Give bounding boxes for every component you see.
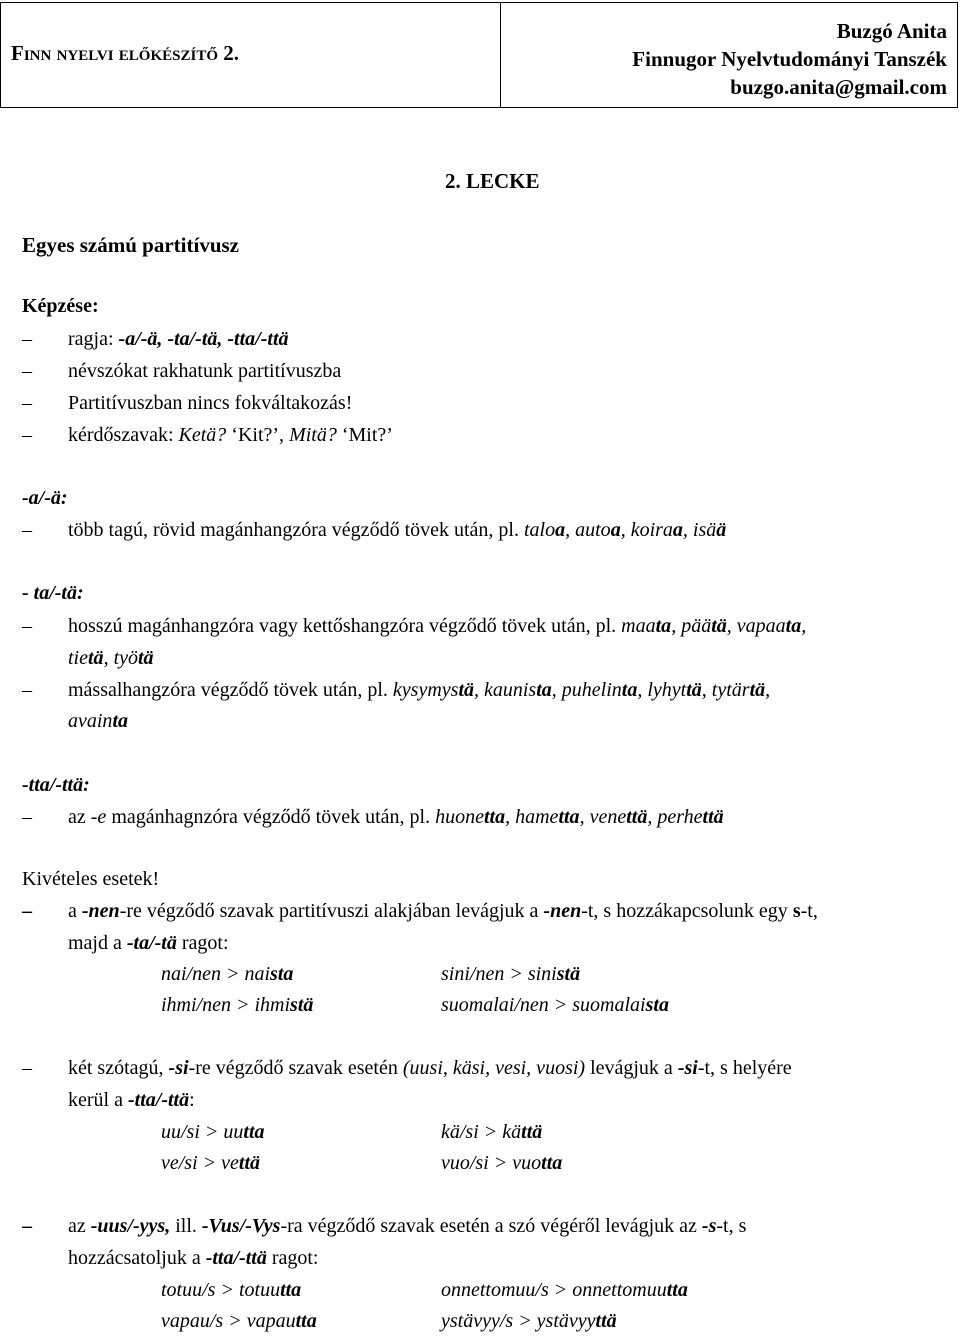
text-segment: levágjuk a: [585, 1057, 678, 1079]
stem-text: , työ: [103, 647, 138, 669]
text-segment: nai/nen > nai: [161, 963, 271, 985]
uus-example: [161, 1277, 301, 1303]
stem-text: ,: [765, 679, 771, 701]
text-segment: tta: [295, 1310, 317, 1332]
suffix-text: tä: [138, 647, 154, 669]
bullet-dash: –: [22, 900, 32, 922]
si-example: [161, 1150, 260, 1176]
stem-text: , vapaa: [726, 615, 786, 637]
suffix-text: ttä: [702, 806, 724, 828]
suffix-text: a: [555, 519, 566, 541]
si-example: [441, 1119, 542, 1145]
text-segment: -si: [677, 1057, 698, 1079]
stem-text: talo: [524, 519, 556, 541]
stem-text: , puhelin: [551, 679, 622, 701]
text-segment: a: [68, 900, 82, 922]
stem-text: huone: [435, 806, 484, 828]
text-segment: s: [792, 900, 801, 922]
bullet-dash: –: [22, 424, 32, 446]
bullet-dash: –: [22, 1215, 32, 1237]
bullet-dash: –: [22, 392, 32, 414]
text-segment: ttä: [521, 1121, 543, 1143]
suffix-text: tä: [88, 647, 104, 669]
suffix-text: ä: [716, 519, 727, 541]
suffix-text: tä: [749, 679, 766, 701]
text-segment: stä: [290, 994, 314, 1016]
header-author-cell: [632, 17, 947, 101]
text-segment: -re végződő szavak partitívuszi alakjában levágjuk a: [119, 900, 544, 922]
text-segment: sta: [645, 994, 669, 1016]
text-segment: majd a: [68, 932, 127, 954]
text-segment: -uus/-yys,: [90, 1215, 171, 1237]
si-rule-cont: [68, 1087, 195, 1113]
stem-text: , lyhyt: [637, 679, 687, 701]
text-segment: vapau/s > vapau: [161, 1310, 296, 1332]
uus-example: [161, 1308, 317, 1334]
nen-example: [441, 992, 669, 1018]
text-segment: tta: [280, 1279, 302, 1301]
bullet-dash: –: [22, 679, 32, 701]
stem-text: , auto: [565, 519, 611, 541]
text-segment: kä/si > kä: [441, 1121, 522, 1143]
text-segment: ystävyy/s > ystävyy: [441, 1310, 596, 1332]
stem-text: , kaunis: [474, 679, 537, 701]
stem-text: , koira: [620, 519, 673, 541]
text-segment: :: [189, 1089, 195, 1111]
uus-rule-cont: [68, 1245, 318, 1271]
course-title: Finn nyelvi előkészítő 2.: [11, 41, 240, 65]
bullet-dash: –: [22, 615, 32, 637]
text-segment: sini/nen > sini: [441, 963, 557, 985]
suffix-text: tta: [558, 806, 580, 828]
page-header: [0, 2, 958, 108]
text-segment: -t, s: [716, 1215, 747, 1237]
bullet-dash: –: [22, 328, 32, 350]
text-segment: ill.: [170, 1215, 202, 1237]
suffix-text: ta: [621, 679, 638, 701]
text-segment: ragot:: [176, 932, 229, 954]
author-email: buzgo.anita@gmail.com: [730, 75, 947, 99]
suffix-text: tta: [483, 806, 506, 828]
stem-text: tie: [68, 647, 88, 669]
stem-text: , isä: [682, 519, 717, 541]
author-name: Buzgó Anita: [836, 19, 947, 43]
text-segment: -t, s hozzákapcsolunk egy: [581, 900, 793, 922]
bullet-dash: –: [22, 519, 32, 541]
header-course-cell: [1, 3, 501, 107]
stem-text: , perhe: [647, 806, 703, 828]
suffix-text: ta: [655, 615, 672, 637]
text-segment: uu/si > uu: [161, 1121, 244, 1143]
text-segment: -Vus/-Vys: [201, 1215, 281, 1237]
ta-tae-heading: - ta/-tä:: [22, 582, 84, 604]
suffix-text: tä: [458, 679, 474, 701]
bullet-dash: –: [22, 806, 32, 828]
section-title: Egyes számú partitívusz: [22, 233, 239, 257]
exceptions-heading: Kivételes esetek!: [22, 868, 160, 890]
text-segment: sta: [270, 963, 294, 985]
text-segment: suomalai/nen > suomalai: [441, 994, 646, 1016]
suffix-text: ta: [785, 615, 802, 637]
text-segment: vuo/si > vuo: [441, 1152, 542, 1174]
si-example: [441, 1150, 562, 1176]
text-segment: hozzácsatoljuk a: [68, 1247, 206, 1269]
bullet-dash: –: [22, 360, 32, 382]
text-segment: -ta/-tä: [126, 932, 177, 954]
text-segment: az: [68, 1215, 91, 1237]
nen-example: [161, 992, 313, 1018]
text-segment: ragot:: [266, 1247, 319, 1269]
stem-text: , vene: [579, 806, 627, 828]
stem-text: , hame: [505, 806, 559, 828]
text-segment: -si: [168, 1057, 189, 1079]
text-segment: stä: [556, 963, 581, 985]
text-segment: tta: [666, 1279, 688, 1301]
text-segment: ve/si > ve: [161, 1152, 239, 1174]
text-segment: -nen: [81, 900, 120, 922]
a-ae-heading: -a/-ä:: [22, 487, 68, 509]
text-segment: -t,: [800, 900, 818, 922]
text-segment: onnettomuu/s > onnettomuu: [441, 1279, 667, 1301]
nen-example: [161, 961, 293, 987]
text-segment: tta: [541, 1152, 563, 1174]
text-segment: -t, s helyére: [697, 1057, 792, 1079]
stem-text: , tytär: [701, 679, 750, 701]
si-example: [161, 1119, 265, 1145]
department-name: Finnugor Nyelvtudományi Tanszék: [632, 47, 947, 71]
text-segment: -tta/-ttä: [127, 1089, 190, 1111]
ta-tae-rule-consonant-cont: [68, 708, 128, 734]
text-segment: tta: [243, 1121, 265, 1143]
ta-tae-rule-long-vowel-cont: [68, 645, 154, 671]
suffix-text: a: [610, 519, 621, 541]
text-segment: kerül a: [68, 1089, 128, 1111]
uus-example: [441, 1277, 688, 1303]
stem-text: avain: [68, 710, 113, 732]
text-segment: totuu/s > totuu: [161, 1279, 281, 1301]
stem-text: , pää: [671, 615, 712, 637]
nen-example: [441, 961, 580, 987]
suffix-text: tä: [711, 615, 727, 637]
stem-text: maa: [621, 615, 656, 637]
suffix-text: tä: [686, 679, 702, 701]
stem-text: ,: [801, 615, 807, 637]
stem-text: kysymys: [392, 679, 459, 701]
text-segment: -tta/-ttä: [205, 1247, 267, 1269]
bullet-dash: –: [22, 1057, 32, 1079]
text-segment: -re végződő szavak esetén: [188, 1057, 403, 1079]
text-segment: (uusi, käsi, vesi, vuosi): [402, 1057, 586, 1079]
nen-rule-cont: [68, 930, 229, 956]
suffix-text: ta: [536, 679, 552, 701]
suffix-text: ta: [112, 710, 128, 732]
text-segment: -ra végződő szavak esetén a szó végéről levágjuk az: [280, 1215, 702, 1237]
uus-example: [441, 1308, 617, 1334]
tta-ttae-heading: -tta/-ttä:: [22, 774, 90, 796]
text-segment: -nen: [543, 900, 582, 922]
text-segment: ttä: [595, 1310, 617, 1332]
suffix-text: a: [672, 519, 683, 541]
text-segment: -s: [701, 1215, 717, 1237]
lesson-title: 2. LECKE: [445, 169, 540, 193]
text-segment: ihmi/nen > ihmi: [161, 994, 291, 1016]
suffix-text: ttä: [626, 806, 648, 828]
formation-heading: Képzése:: [22, 295, 99, 317]
text-segment: ttä: [238, 1152, 261, 1174]
text-segment: két szótagú,: [68, 1057, 169, 1079]
